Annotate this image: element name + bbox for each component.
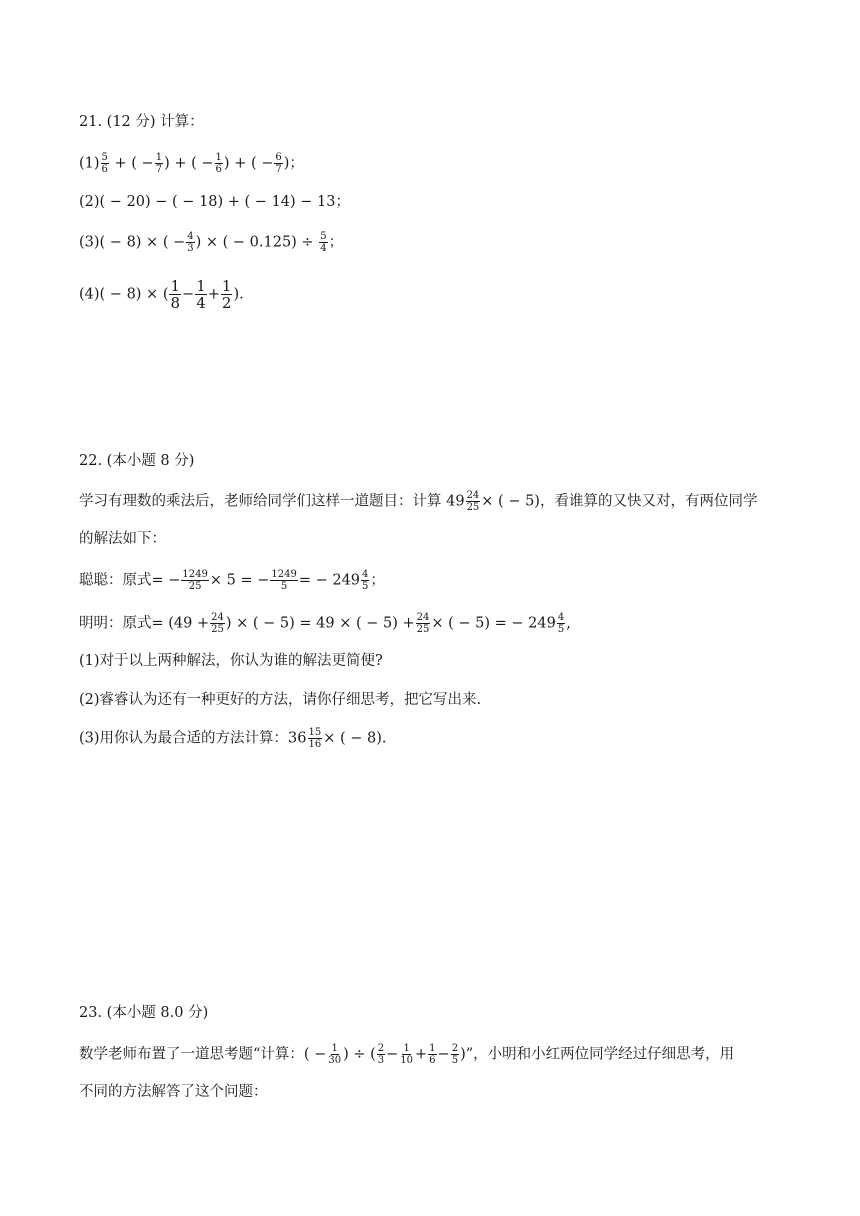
fraction: $\frac{24}{25}$ <box>416 612 430 635</box>
fraction: $\frac{15}{16}$ <box>308 727 322 750</box>
q23-line1: 数学老师布置了一道思考题“计算：( − $\frac{1}{30}$ ) ÷ ( $\frac{2}{3}$ − $\frac{1}{10}$ + $\frac{1}{6}$ − $\frac{2}{5}$ )”，小明和小红两位同学经过仔细思考，用 <box>79 1043 735 1066</box>
fraction: $\frac{4}{3}$ <box>187 231 194 254</box>
q23-header: 23. (本小题 8.0 分) <box>79 1005 209 1021</box>
fraction: $\frac{1249}{5}$ <box>271 569 297 592</box>
fraction: $\frac{24}{25}$ <box>466 490 480 513</box>
fraction: $\frac{2}{3}$ <box>377 1043 385 1066</box>
fraction: $\frac{1}{10}$ <box>400 1043 414 1066</box>
fraction: $\frac{2}{5}$ <box>451 1043 459 1066</box>
q22-congcong-solution: 聪聪：原式= − $\frac{1249}{25}$ × 5 = − $\frac{1249}{5}$ = − 249 $\frac{4}{5}$ ； <box>79 569 385 592</box>
q21-part2: (2)( − 20) − ( − 18) + ( − 14) − 13； <box>79 194 350 210</box>
fraction: $\frac{1}{2}$ <box>221 277 232 312</box>
q21-part3: (3)( − 8) × ( − $\frac{4}{3}$ ) × ( − 0.125) ÷ $\frac{5}{4}$ ； <box>79 231 344 254</box>
q22-sub2: (2)睿睿认为还有一种更好的方法，请你仔细思考，把它写出来. <box>79 692 482 708</box>
fraction: $\frac{1}{4}$ <box>196 277 206 312</box>
fraction: $\frac{1}{30}$ <box>328 1043 342 1066</box>
q23-line2: 不同的方法解答了这个问题： <box>79 1084 268 1100</box>
fraction: $\frac{1249}{25}$ <box>182 569 208 592</box>
fraction: $\frac{5}{6}$ <box>101 152 108 175</box>
fraction: $\frac{24}{25}$ <box>211 612 224 635</box>
q22-intro-line1: 学习有理数的乘法后，老师给同学们这样一道题目：计算 49 $\frac{24}{25}$ × ( − 5)，看谁算的又快又对，有两位同学 <box>79 490 758 513</box>
fraction: $\frac{6}{7}$ <box>275 152 282 175</box>
fraction: $\frac{1}{8}$ <box>170 277 181 312</box>
fraction: $\frac{4}{5}$ <box>557 612 565 635</box>
q22-mingming-solution: 明明：原式= (49 + $\frac{24}{25}$ ) × ( − 5) = 49 × ( − 5) + $\frac{24}{25}$ × ( − 5) = − 249 $\frac{4}{5}$ , <box>79 612 571 635</box>
q22-sub3: (3)用你认为最合适的方法计算：36 $\frac{15}{16}$ × ( − 8). <box>79 727 387 750</box>
q22-header: 22. (本小题 8 分) <box>79 453 195 469</box>
fraction: $\frac{1}{7}$ <box>155 152 163 175</box>
fraction: $\frac{1}{6}$ <box>429 1043 436 1066</box>
q21-part1: (1) $\frac{5}{6}$ + ( − $\frac{1}{7}$ ) + ( − $\frac{1}{6}$ ) + ( − $\frac{6}{7}$ )； <box>79 152 304 175</box>
q22-sub1: (1)对于以上两种解法，你认为谁的解法更简便? <box>79 653 383 669</box>
q21-part4: (4)( − 8) × ( $\frac{1}{8}$ − $\frac{1}{4}$ + $\frac{1}{2}$ ). <box>79 277 244 312</box>
fraction: $\frac{1}{6}$ <box>215 152 222 175</box>
q21-header: 21. (12 分) 计算： <box>79 114 204 130</box>
q22-intro-line2: 的解法如下： <box>79 531 166 547</box>
fraction: $\frac{4}{5}$ <box>362 569 369 592</box>
fraction: $\frac{5}{4}$ <box>320 231 327 254</box>
